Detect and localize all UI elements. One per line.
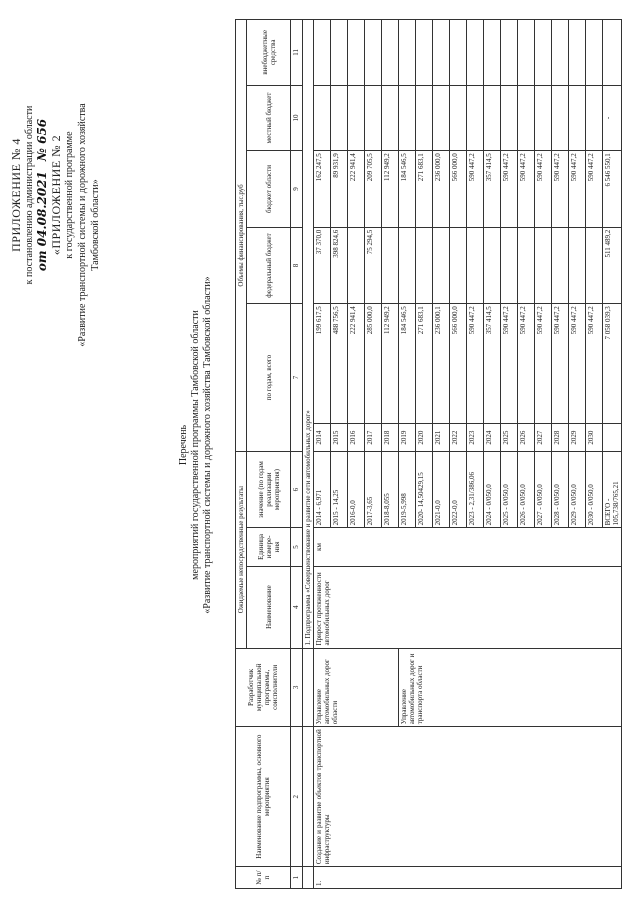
regional-cell: 222 941,4 bbox=[348, 151, 365, 228]
result-value: 2022-0,0 bbox=[450, 451, 467, 528]
federal-cell bbox=[484, 227, 501, 304]
total-cell: 112 949,2 bbox=[382, 304, 399, 424]
federal-cell: 37 370,0 bbox=[314, 227, 331, 304]
developer-1: Управление автомобильных дорог области bbox=[314, 648, 399, 727]
regional-cell: 162 247,5 bbox=[314, 151, 331, 228]
regional-cell: 590 447,2 bbox=[586, 151, 603, 228]
extra-cell bbox=[586, 20, 603, 86]
regional-cell: 566 000,0 bbox=[450, 151, 467, 228]
col-header-exp-unit: Единица измере-ния bbox=[247, 528, 291, 566]
federal-cell bbox=[416, 227, 433, 304]
result-value: 2018-8,055 bbox=[382, 451, 399, 528]
result-value: 2030 - 0/050,0 bbox=[586, 451, 603, 528]
extra-cell bbox=[552, 20, 569, 86]
federal-cell: 75 294,5 bbox=[365, 227, 382, 304]
local-cell bbox=[518, 85, 535, 151]
appendix-reference: к постановлению администрации области bbox=[24, 105, 35, 285]
program-name-block bbox=[76, 25, 102, 425]
col-header-federal: федеральный бюджет bbox=[247, 227, 291, 304]
total-cell: 285 000,0 bbox=[365, 304, 382, 424]
extra-cell bbox=[450, 20, 467, 86]
result-value: 2017-3,65 bbox=[365, 451, 382, 528]
year-cell: 2015 bbox=[331, 424, 348, 451]
federal-cell bbox=[348, 227, 365, 304]
year-cell: 2017 bbox=[365, 424, 382, 451]
result-value: 2024 - 0/050,0 bbox=[484, 451, 501, 528]
table-row bbox=[314, 20, 331, 889]
year-cell: 2014 bbox=[314, 424, 331, 451]
year-cell bbox=[603, 424, 622, 451]
regional-cell: 112 949,2 bbox=[382, 151, 399, 228]
measures-table bbox=[235, 19, 622, 889]
extra-cell bbox=[535, 20, 552, 86]
total-cell: 590 447,2 bbox=[518, 304, 535, 424]
total-cell: 271 683,1 bbox=[416, 304, 433, 424]
col-header-expected: Ожидаемые непосредственные результаты bbox=[236, 451, 247, 648]
extra-cell bbox=[467, 20, 484, 86]
federal-cell bbox=[569, 227, 586, 304]
local-cell bbox=[348, 85, 365, 151]
subprogram-title: 1. Подпрограмма «Совершенствование и развитие сети автомобильных дорог» bbox=[303, 20, 314, 649]
year-cell: 2028 bbox=[552, 424, 569, 451]
col-number: 4 bbox=[291, 566, 303, 648]
total-cell: 590 447,2 bbox=[586, 304, 603, 424]
col-header-by-year: по годам, всего bbox=[247, 304, 291, 452]
total-cell: 222 941,4 bbox=[348, 304, 365, 424]
result-unit: км bbox=[314, 528, 622, 566]
col-number: 1 bbox=[291, 867, 303, 889]
total-cell: 566 000,0 bbox=[450, 304, 467, 424]
col-header-exp-value: значение (по годам реализации мероприятия) bbox=[247, 451, 291, 528]
col-number: 10 bbox=[291, 85, 303, 151]
extra-cell bbox=[518, 20, 535, 86]
local-cell bbox=[331, 85, 348, 151]
regional-cell: 184 546,5 bbox=[399, 151, 416, 228]
year-cell: 2026 bbox=[518, 424, 535, 451]
total-cell: 590 447,2 bbox=[467, 304, 484, 424]
result-value: 2015 - 14,25 bbox=[331, 451, 348, 528]
appendix-title: ПРИЛОЖЕНИЕ № 4 bbox=[9, 138, 23, 252]
col-number: 8 bbox=[291, 227, 303, 304]
local-cell bbox=[382, 85, 399, 151]
extra-cell bbox=[433, 20, 450, 86]
federal-cell bbox=[467, 227, 484, 304]
total-cell: 590 447,2 bbox=[535, 304, 552, 424]
local-cell bbox=[314, 85, 331, 151]
regional-cell: 89 931,9 bbox=[331, 151, 348, 228]
col-header-developer: Разработчик муниципальной программы, соисполнители bbox=[236, 648, 291, 727]
extra-cell bbox=[382, 20, 399, 86]
col-number: 7 bbox=[291, 304, 303, 452]
year-cell: 2016 bbox=[348, 424, 365, 451]
program-reference: к государственной программе bbox=[64, 131, 75, 259]
extra-cell bbox=[569, 20, 586, 86]
regional-cell: 590 447,2 bbox=[467, 151, 484, 228]
extra-cell bbox=[399, 20, 416, 86]
extra-cell bbox=[348, 20, 365, 86]
result-value: 2021-0,0 bbox=[433, 451, 450, 528]
year-cell: 2019 bbox=[399, 424, 416, 451]
year-cell: 2030 bbox=[586, 424, 603, 451]
appendix-subtitle: «ПРИЛОЖЕНИЕ № 2 bbox=[49, 134, 63, 256]
regional-cell: 590 447,2 bbox=[501, 151, 518, 228]
local-cell bbox=[501, 85, 518, 151]
extra-cell bbox=[331, 20, 348, 86]
extra-cell bbox=[484, 20, 501, 86]
local-cell bbox=[416, 85, 433, 151]
col-header-local: местный бюджет bbox=[247, 85, 291, 151]
program-region: Тамбовской области» bbox=[90, 179, 101, 271]
total-cell: 236 000,1 bbox=[433, 304, 450, 424]
subprogram-row bbox=[303, 20, 314, 889]
grand-total-cell: 7 058 039,3 bbox=[603, 304, 622, 424]
local-cell bbox=[586, 85, 603, 151]
result-value: 2029 - 0/050,0 bbox=[569, 451, 586, 528]
total-cell: 488 756,5 bbox=[331, 304, 348, 424]
year-cell: 2023 bbox=[467, 424, 484, 451]
handwritten-date: от 04.08.2021 bbox=[35, 171, 49, 272]
local-cell bbox=[484, 85, 501, 151]
federal-cell bbox=[552, 227, 569, 304]
federal-total-cell: 511 489,2 bbox=[603, 227, 622, 304]
col-number: 2 bbox=[291, 727, 303, 867]
title-line-1: Перечень bbox=[178, 424, 189, 466]
col-number: 6 bbox=[291, 451, 303, 528]
program-name: «Развитие транспортной системы и дорожного хозяйства bbox=[77, 103, 88, 347]
federal-cell bbox=[535, 227, 552, 304]
local-cell bbox=[535, 85, 552, 151]
extra-cell bbox=[416, 20, 433, 86]
handwritten-date-number bbox=[36, 45, 50, 345]
federal-cell bbox=[586, 227, 603, 304]
handwritten-number: № 656 bbox=[35, 118, 49, 162]
total-result-value: ВСЕГО - 105,738/765,21 bbox=[603, 451, 622, 528]
federal-cell: 398 824,6 bbox=[331, 227, 348, 304]
column-number-row bbox=[291, 20, 303, 889]
local-total-cell: - bbox=[603, 85, 622, 151]
local-cell bbox=[399, 85, 416, 151]
col-header-name: Наименование подпрограммы, основного мероприятия bbox=[236, 727, 291, 867]
total-cell: 590 447,2 bbox=[552, 304, 569, 424]
appendix-header bbox=[10, 45, 76, 345]
total-cell: 590 447,2 bbox=[501, 304, 518, 424]
regional-cell: 209 705,5 bbox=[365, 151, 382, 228]
developer-2: Управление автомобильных дорог и транспорта области bbox=[399, 648, 622, 727]
result-value: 2025 - 0/050,0 bbox=[501, 451, 518, 528]
title-line-3: «Развитие транспортной системы и дорожного хозяйства Тамбовской области» bbox=[202, 276, 213, 614]
total-cell: 199 617,5 bbox=[314, 304, 331, 424]
total-cell: 357 414,5 bbox=[484, 304, 501, 424]
regional-cell: 590 447,2 bbox=[535, 151, 552, 228]
row-number: 1. bbox=[314, 867, 622, 889]
result-value: 2019-5,998 bbox=[399, 451, 416, 528]
local-cell bbox=[552, 85, 569, 151]
col-header-extra: внебюджетные средства bbox=[247, 20, 291, 86]
result-value: 2023 - 2,31/386,06 bbox=[467, 451, 484, 528]
year-cell: 2029 bbox=[569, 424, 586, 451]
col-header-regional: бюджет области bbox=[247, 151, 291, 228]
local-cell bbox=[467, 85, 484, 151]
federal-cell bbox=[433, 227, 450, 304]
title-line-2: мероприятий государственной программы Тамбовской области bbox=[190, 310, 201, 580]
regional-total-cell: 6 546 550,1 bbox=[603, 151, 622, 228]
regional-cell: 590 447,2 bbox=[552, 151, 569, 228]
year-cell: 2024 bbox=[484, 424, 501, 451]
regional-cell: 590 447,2 bbox=[518, 151, 535, 228]
federal-cell bbox=[501, 227, 518, 304]
extra-cell bbox=[314, 20, 331, 86]
col-number: 3 bbox=[291, 648, 303, 727]
local-cell bbox=[450, 85, 467, 151]
col-number: 9 bbox=[291, 151, 303, 228]
federal-cell bbox=[399, 227, 416, 304]
regional-cell: 271 683,1 bbox=[416, 151, 433, 228]
result-value: 2014 - 6,971 bbox=[314, 451, 331, 528]
result-value: 2028 - 0/050,0 bbox=[552, 451, 569, 528]
regional-cell: 590 447,2 bbox=[569, 151, 586, 228]
extra-total-cell bbox=[603, 20, 622, 86]
result-value: 2016-0,0 bbox=[348, 451, 365, 528]
local-cell bbox=[365, 85, 382, 151]
year-cell: 2018 bbox=[382, 424, 399, 451]
federal-cell bbox=[518, 227, 535, 304]
result-value: 2020- 14,50429,15 bbox=[416, 451, 433, 528]
year-cell: 2027 bbox=[535, 424, 552, 451]
result-name: Прирост протяженности автомобильных дорог bbox=[314, 566, 622, 648]
col-number: 11 bbox=[291, 20, 303, 86]
local-cell bbox=[569, 85, 586, 151]
col-header-volumes: Объемы финансирования, тыс.руб bbox=[236, 20, 247, 452]
regional-cell: 357 414,5 bbox=[484, 151, 501, 228]
total-cell: 184 546,5 bbox=[399, 304, 416, 424]
extra-cell bbox=[501, 20, 518, 86]
col-header-exp-name: Наименование bbox=[247, 566, 291, 648]
year-cell: 2020 bbox=[416, 424, 433, 451]
document-title bbox=[178, 225, 214, 665]
result-value: 2026 - 0/050,0 bbox=[518, 451, 535, 528]
result-value: 2027 - 0/050,0 bbox=[535, 451, 552, 528]
extra-cell bbox=[365, 20, 382, 86]
year-cell: 2021 bbox=[433, 424, 450, 451]
federal-cell bbox=[382, 227, 399, 304]
federal-cell bbox=[450, 227, 467, 304]
year-cell: 2022 bbox=[450, 424, 467, 451]
local-cell bbox=[433, 85, 450, 151]
col-header-no: № п/п bbox=[236, 867, 291, 889]
measure-name: Создание и развитие объектов транспортной инфраструктуры bbox=[314, 727, 622, 867]
col-number: 5 bbox=[291, 528, 303, 566]
regional-cell: 236 000,0 bbox=[433, 151, 450, 228]
total-cell: 590 447,2 bbox=[569, 304, 586, 424]
year-cell: 2025 bbox=[501, 424, 518, 451]
